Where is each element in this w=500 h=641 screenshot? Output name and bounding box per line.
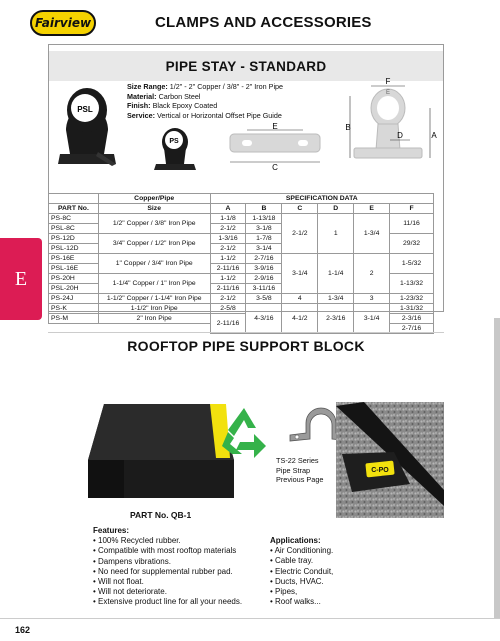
cell-c: 2-1/2 [282, 214, 318, 254]
page-title: CLAMPS AND ACCESSORIES [155, 14, 372, 31]
rooftop-divider [48, 332, 444, 333]
cell-part: PS-24J [49, 294, 99, 304]
pipe-stay-specs [127, 82, 283, 120]
pipe-stay-title: PIPE STAY - STANDARD [49, 51, 443, 81]
table-header-c: C [282, 204, 318, 214]
cell-d: 1-1/4 [318, 254, 354, 294]
rooftop-part-number: PART No. QB-1 [130, 510, 192, 520]
caption-line: TS-22 Series [276, 456, 319, 465]
cell-d: 2-3/16 [318, 304, 354, 334]
cell-c: 4 [282, 294, 318, 304]
cell-part: PS-8C [49, 214, 99, 224]
table-row [49, 214, 434, 224]
cell-b: 3-9/16 [246, 264, 282, 274]
section-tab-e [0, 238, 42, 320]
rooftop-title: ROOFTOP PIPE SUPPORT BLOCK [127, 338, 365, 354]
dim-f-label: F [385, 78, 391, 86]
table-header-d: D [318, 204, 354, 214]
ps-photo [150, 126, 200, 176]
list-item: • Pipes, [270, 587, 298, 597]
cell-d: 1-3/4 [318, 294, 354, 304]
cell-a: 1-1/2 [210, 254, 246, 264]
page-number: 162 [15, 625, 31, 635]
cell-f: 1-5/32 [390, 254, 434, 274]
table-row [49, 254, 434, 264]
table-header-size: Size [98, 204, 210, 214]
spec-service-value: Vertical or Horizontal Offset Pipe Guide [156, 110, 282, 120]
cell-part: PS-20H [49, 274, 99, 284]
page-header [0, 0, 500, 42]
cell-a: 2-11/16 [210, 314, 246, 334]
dim-c-label: C [272, 163, 278, 172]
dim-e-top-label: E [385, 90, 391, 96]
cell-b: 3-11/16 [246, 284, 282, 294]
table-header-row-2 [49, 204, 434, 214]
cell-d: 1 [318, 214, 354, 254]
table-header-part-no: PART No. [49, 204, 99, 214]
list-item: • Will not float. [93, 577, 144, 587]
list-item: • Ducts, HVAC. [270, 576, 324, 586]
table-header-blank [49, 194, 99, 204]
cell-part: PS-M [49, 314, 99, 324]
cell-part: PS-16E [49, 254, 99, 264]
cell-e: 3 [354, 294, 390, 304]
recycle-icon [214, 402, 274, 462]
cell-b: 3-5/8 [246, 294, 282, 304]
list-item: • Roof walks... [270, 597, 321, 607]
cell-f: 2-7/16 [390, 324, 434, 334]
cell-size: 3/4" Copper / 1/2" Iron Pipe [98, 234, 210, 254]
dim-a-label: A [431, 131, 437, 140]
cell-f: 1-23/32 [390, 294, 434, 304]
spec-material-value: Carbon Steel [158, 91, 201, 101]
table-row [49, 304, 434, 314]
features-title: Features: [93, 526, 130, 535]
list-item: • No need for supplemental rubber pad. [93, 566, 233, 576]
table-header-a: A [210, 204, 246, 214]
cell-f: 1-31/32 [390, 304, 434, 314]
table-header-copper-pipe: Copper/Pipe [98, 194, 210, 204]
top-view-diagram [222, 120, 327, 174]
table-row [49, 294, 434, 304]
cell-f: 2-3/16 [390, 314, 434, 324]
list-item: • Dampens vibrations. [93, 556, 171, 566]
table-header-row-1 [49, 194, 434, 204]
cell-size: 1/2" Copper / 3/8" Iron Pipe [98, 214, 210, 234]
features-list [93, 526, 242, 608]
cell-a: 1-1/2 [210, 274, 246, 284]
list-item: • Electric Conduit, [270, 566, 334, 576]
cell-size: 2" Iron Pipe [98, 314, 210, 324]
cell-size: 1" Copper / 3/4" Iron Pipe [98, 254, 210, 274]
caption-line: Previous Page [276, 475, 324, 484]
spec-finish-value: Black Epoxy Coated [152, 101, 218, 110]
cell-size: 1-1/2" Copper / 1-1/4" Iron Pipe [98, 294, 210, 304]
table-header-f: F [390, 204, 434, 214]
pipe-strap-caption [276, 456, 323, 485]
fairview-logo [30, 10, 96, 36]
cell-c: 3-1/4 [282, 254, 318, 294]
dim-b-label: B [345, 123, 351, 132]
spec-material-line [127, 92, 283, 102]
spec-material-label: Material: [127, 91, 157, 101]
list-item: • Air Conditioning. [270, 546, 334, 556]
cell-b: 3-1/4 [246, 244, 282, 254]
table-header-spec-data: SPECIFICATION DATA [210, 194, 433, 204]
logo-text: Fairview [34, 16, 92, 30]
caption-line: Pipe Strap [276, 465, 311, 475]
list-item: • Extensive product line for all your needs. [93, 597, 243, 607]
cell-a: 2-1/2 [210, 224, 246, 234]
list-item: • Will not deteriorate. [93, 587, 167, 597]
cell-part: PSL-12D [49, 244, 99, 254]
cell-a: 2-11/16 [210, 284, 246, 294]
installed-block-photo [336, 402, 444, 518]
spec-service-line [127, 111, 283, 121]
spec-finish-line [127, 101, 283, 111]
cell-b: 1-7/8 [246, 234, 282, 244]
spec-size-line [127, 82, 283, 92]
applications-list [270, 536, 333, 607]
cell-b: 3-1/8 [246, 224, 282, 234]
list-item: • Cable tray. [270, 556, 314, 566]
list-item: • 100% Recycled rubber. [93, 536, 181, 546]
cell-f: 1-13/32 [390, 274, 434, 294]
table-header-e: E [354, 204, 390, 214]
cell-e: 1-3/4 [354, 214, 390, 254]
cell-a: 2-1/2 [210, 294, 246, 304]
pipe-stay-spec-table [48, 193, 434, 334]
cell-size: 1-1/2" Iron Pipe [98, 304, 210, 314]
ps-photo-label: PS [169, 138, 179, 145]
cell-part: PS-12D [49, 234, 99, 244]
cell-b: 2-7/16 [246, 254, 282, 264]
psl-photo [52, 84, 122, 170]
section-tab-letter: E [14, 267, 28, 290]
list-item: • Compatible with most rooftop materials [93, 546, 237, 556]
right-edge-tab [494, 318, 500, 618]
cell-b: 2-9/16 [246, 274, 282, 284]
cell-part: PSL-8C [49, 224, 99, 234]
side-view-diagram [338, 78, 438, 178]
cell-e: 3-1/4 [354, 304, 390, 334]
cell-c: 4-1/2 [282, 304, 318, 334]
cell-b: 4-3/16 [246, 304, 282, 334]
cell-a: 2-5/8 [210, 304, 246, 314]
dim-e-label: E [272, 122, 278, 131]
page-footer [0, 618, 500, 641]
cell-a: 1-1/8 [210, 214, 246, 224]
cell-f: 11/16 [390, 214, 434, 234]
cell-a: 1-3/16 [210, 234, 246, 244]
cell-e: 2 [354, 254, 390, 294]
block-brand-label: C-PO [371, 467, 389, 474]
table-header-b: B [246, 204, 282, 214]
cell-part: PS-K [49, 304, 99, 314]
cell-size: 1-1/4" Copper / 1" Iron Pipe [98, 274, 210, 294]
cell-b: 1-13/18 [246, 214, 282, 224]
spec-size-value: 1/2" - 2" Copper / 3/8" - 2" Iron Pipe [169, 82, 284, 91]
spec-service-label: Service: [127, 110, 155, 120]
cell-a: 2-11/16 [210, 264, 246, 274]
spec-size-label: Size Range: [127, 82, 168, 91]
psl-photo-label: PSL [77, 105, 93, 114]
dim-d-label: D [397, 131, 403, 140]
cell-part: PSL-20H [49, 284, 99, 294]
cell-f: 29/32 [390, 234, 434, 254]
applications-title: Applications: [270, 536, 321, 545]
cell-part: PSL-16E [49, 264, 99, 274]
cell-a: 2-1/2 [210, 244, 246, 254]
spec-finish-label: Finish: [127, 101, 151, 110]
